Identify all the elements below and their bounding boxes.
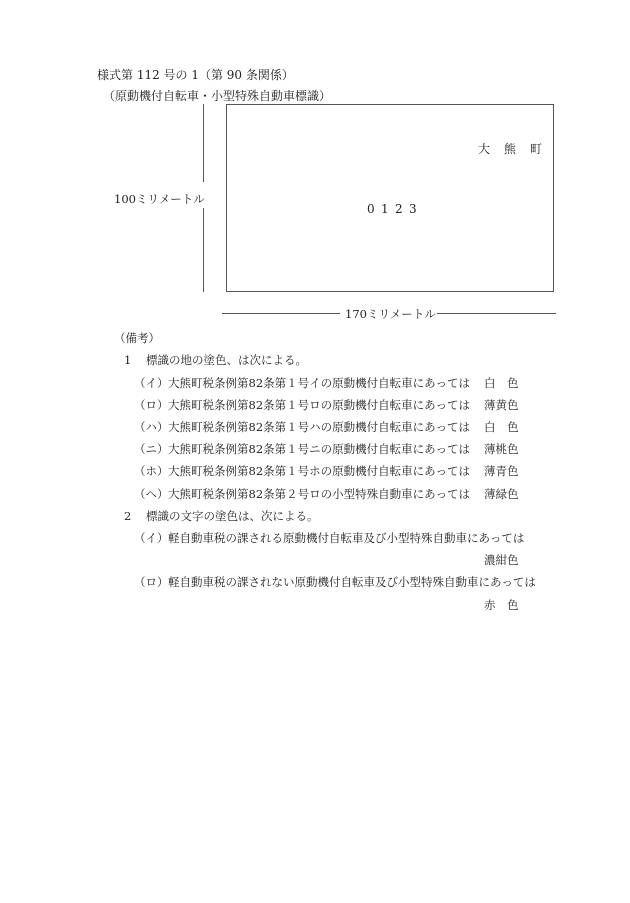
item-marker: （ニ） bbox=[134, 442, 169, 456]
item-color: 薄青色 bbox=[484, 464, 519, 478]
item-marker: （イ） bbox=[134, 376, 169, 390]
form-subtitle: （原動機付自転車・小型特殊自動車標識） bbox=[103, 89, 332, 103]
width-dimension-line-left bbox=[222, 313, 340, 314]
item-marker: （ヘ） bbox=[134, 487, 169, 501]
note-item bbox=[134, 486, 470, 502]
item-text: 大熊町税条例第82条第１号ニの原動機付自転車にあっては bbox=[168, 442, 471, 456]
town-char: 町 bbox=[530, 142, 543, 156]
item-text: 大熊町税条例第82条第２号ロの小型特殊自動車にあっては bbox=[168, 487, 471, 501]
item-marker: （ロ） bbox=[134, 575, 169, 589]
town-char: 大 bbox=[478, 142, 491, 156]
item-marker: （イ） bbox=[134, 531, 169, 545]
note-item bbox=[134, 441, 470, 457]
item-color: 赤 色 bbox=[484, 598, 519, 612]
section-number: 2 bbox=[124, 509, 132, 523]
note-section-2 bbox=[124, 508, 319, 524]
width-dimension-label: 170ミリメートル bbox=[345, 307, 436, 321]
note-item bbox=[134, 574, 536, 590]
note-item bbox=[134, 419, 470, 435]
sign-number bbox=[367, 202, 423, 216]
notes-heading: （備考） bbox=[114, 331, 160, 345]
height-dimension-line-top bbox=[203, 104, 204, 182]
sign-town-name bbox=[478, 140, 556, 157]
item-color: 薄桃色 bbox=[484, 442, 519, 456]
item-marker: （ロ） bbox=[134, 398, 169, 412]
note-section-1 bbox=[124, 352, 307, 368]
item-text: 軽自動車税の課される原動機付自転車及び小型特殊自動車にあっては bbox=[168, 531, 525, 545]
number-char: 0 bbox=[367, 202, 375, 216]
note-item bbox=[134, 463, 470, 479]
item-color: 白 色 bbox=[484, 420, 519, 434]
height-dimension-line-bottom bbox=[203, 208, 204, 292]
item-text: 大熊町税条例第82条第１号ホの原動機付自転車にあっては bbox=[168, 464, 471, 478]
item-text: 大熊町税条例第82条第１号イの原動機付自転車にあっては bbox=[168, 376, 471, 390]
item-text: 大熊町税条例第82条第１号ハの原動機付自転車にあっては bbox=[168, 420, 471, 434]
item-color: 薄緑色 bbox=[484, 487, 519, 501]
section-text: 標識の地の塗色、は次による。 bbox=[146, 353, 307, 367]
width-dimension-line-right bbox=[437, 313, 556, 314]
item-marker: （ホ） bbox=[134, 464, 169, 478]
item-color: 濃紺色 bbox=[484, 553, 519, 567]
item-marker: （ハ） bbox=[134, 420, 169, 434]
town-char: 熊 bbox=[504, 142, 517, 156]
section-text: 標識の文字の塗色は、次による。 bbox=[146, 509, 319, 523]
form-title: 様式第 112 号の 1（第 90 条関係） bbox=[97, 68, 294, 82]
item-text: 軽自動車税の課されない原動機付自転車及び小型特殊自動車にあっては bbox=[168, 575, 536, 589]
sign-plate-diagram bbox=[226, 104, 554, 292]
note-item bbox=[134, 397, 470, 413]
item-color: 白 色 bbox=[484, 376, 519, 390]
note-item bbox=[134, 530, 524, 546]
item-color: 薄黄色 bbox=[484, 398, 519, 412]
number-char: 2 bbox=[395, 202, 403, 216]
height-dimension-label: 100ミリメートル bbox=[114, 192, 205, 206]
item-text: 大熊町税条例第82条第１号ロの原動機付自転車にあっては bbox=[168, 398, 471, 412]
number-char: 3 bbox=[409, 202, 417, 216]
section-number: 1 bbox=[124, 353, 132, 367]
note-item bbox=[134, 375, 470, 391]
number-char: 1 bbox=[381, 202, 389, 216]
